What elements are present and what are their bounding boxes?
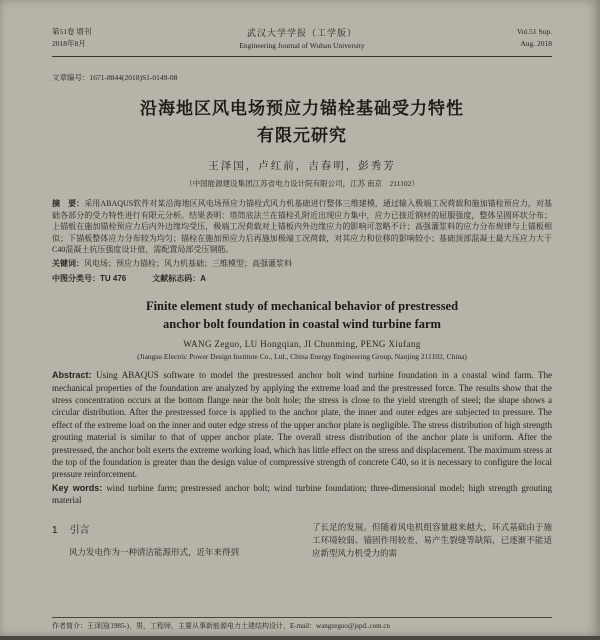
paper-title-cn-line1: 沿海地区风电场预应力锚栓基础受力特性 <box>140 99 464 119</box>
header-divider <box>52 56 552 57</box>
header-issue-block <box>462 26 552 50</box>
abstract-cn <box>52 198 552 256</box>
author-bio-footnote: 作者简介：王泽国(1985-)，男，工程师，主要从事新能源电力土建结构设计，E-mail：wangzeguo@jspd..com.cn <box>52 617 552 631</box>
body-paragraph-right: 了长足的发展。但随着风电机组容量越来越大，环式基础由于施工环境较弱、锚固作用较差，易产生裂缝等缺陷，已逐渐不能适应新型风力机受力的需 <box>312 521 552 558</box>
scan-bottom-edge <box>0 636 600 640</box>
paper-title-en-line2: anchor bolt foundation in coastal wind turbine farm <box>163 317 441 332</box>
volume-line: 第51卷 增刊 <box>52 27 92 36</box>
abstract-en-text: Using ABAQUS software to model the prestressed anchor bolt wind turbine foundation in a coastal wind farm. The mechanical properties of the foundation are analyzed by applying the extreme load and the prestressed force. The results show that the stress concentration occurs at the bottom flange near the bolt hole; the stress is close to the yield strength of steel; the shape shows a circular distribution. After the prestressed force is applied to the anchor plate, the inner and outer edges are subjected to pressure. The effect of the extreme load on the inner and outer edge stress of the upper anchor plate is negligible. The stress distribution of high strength grouting material is similar to that of upper anchor plate. The overall stress distribution of the anchor plate is uniform. After the prestressed, the anchor bolt exerts the extreme working load, which has little effect on the stress and displacement. The maximum stress at the top of the foundation is greater than the design value of compressive strength of concrete C40, so it is necessary to configure the local pressure reinforcement. <box>52 370 553 480</box>
paper-title-en-line1: Finite element study of mechanical behavior of prestressed <box>145 298 459 313</box>
date-line-cn: 2018年8月 <box>52 39 86 48</box>
authors-cn: 王泽国，卢红前，吉春明，彭秀芳 <box>208 161 396 173</box>
classification-line <box>52 273 552 284</box>
header-volume-block <box>52 26 142 50</box>
keywords-en-label: Key words: <box>52 482 103 493</box>
abstract-en <box>52 369 552 481</box>
body-column-left <box>52 521 292 561</box>
keywords-cn <box>52 258 552 270</box>
abstract-en-label: Abstract: <box>52 370 92 381</box>
journal-name-cn: 武汉大学学报（工学版） <box>246 28 357 38</box>
section-heading-introduction <box>52 523 292 539</box>
paper-title-cn <box>52 96 552 149</box>
journal-name-block <box>142 26 462 52</box>
journal-header <box>52 26 552 52</box>
abstract-cn-text: 采用ABAQUS软件对某沿海地区风电场预应力锚栓式风力机基础进行整体三维建模，通过输入极端工况荷载和施加锚栓预应力，对基础各部分的受力特性进行有限元分析。结果表明：塔筒底法兰在锚栓孔附近出现应力集中，应力已接近钢材的屈服强度，整体呈圆环状分布；上锚板在施加锚栓预应力后内外边缘均受压，极端工况荷载对上锚板内外边缘应力的影响可忽略不计；高强灌浆料的应力分布规律与上锚板相似；下锚板整体应力分布较为均匀；锚栓在施加预应力后再施加极端工况荷载，对其应力和位移的影响较小；基础顶部混凝土最大压应力大于C40混凝土抗压强度设计值，需配置局部受压钢筋。 <box>52 199 553 255</box>
authors-en: WANG Zeguo, LU Hongqian, JI Chunming, PENG Xiufang <box>183 339 421 350</box>
paper-title-cn-line2: 有限元研究 <box>257 125 347 145</box>
volume-line-en: Vol.51 Sup. <box>516 27 552 36</box>
keywords-en <box>52 482 552 507</box>
paper-title-en <box>52 297 552 335</box>
date-line-en: Aug. 2018 <box>520 39 552 48</box>
clc-number: 中图分类号：TU 476 <box>52 273 127 283</box>
body-paragraph-left: 风力发电作为一种清洁能源形式，近年来得到 <box>69 547 240 558</box>
keywords-en-text: wind turbine farm; prestressed anchor bolt; wind turbine foundation; three-dimensional model; high strength grouting material <box>52 482 553 506</box>
affiliation-en: (Jiangsu Electric Power Design Institute Co., Ltd., China Energy Engineering Group, Nanjing 211102, China) <box>137 352 467 362</box>
section-title: 引言 <box>69 524 90 536</box>
body-column-right <box>312 521 552 561</box>
keywords-cn-text: 风电场；预应力锚栓；风力机基础；三维模型；高强灌浆料 <box>84 259 292 269</box>
article-number: 文章编号：1671-8844(2018)S1-0149-08 <box>52 73 178 83</box>
document-code: 文献标志码：A <box>152 273 207 283</box>
affiliation-cn: （中国能源建设集团江苏省电力设计院有限公司，江苏 南京 211102） <box>185 179 419 189</box>
body-columns <box>52 521 552 561</box>
section-number: 1 <box>52 524 58 536</box>
abstract-cn-label: 摘 要： <box>52 199 85 209</box>
keywords-cn-label: 关键词： <box>52 259 84 269</box>
journal-name-en: Engineering Journal of Wuhan University <box>239 41 365 51</box>
